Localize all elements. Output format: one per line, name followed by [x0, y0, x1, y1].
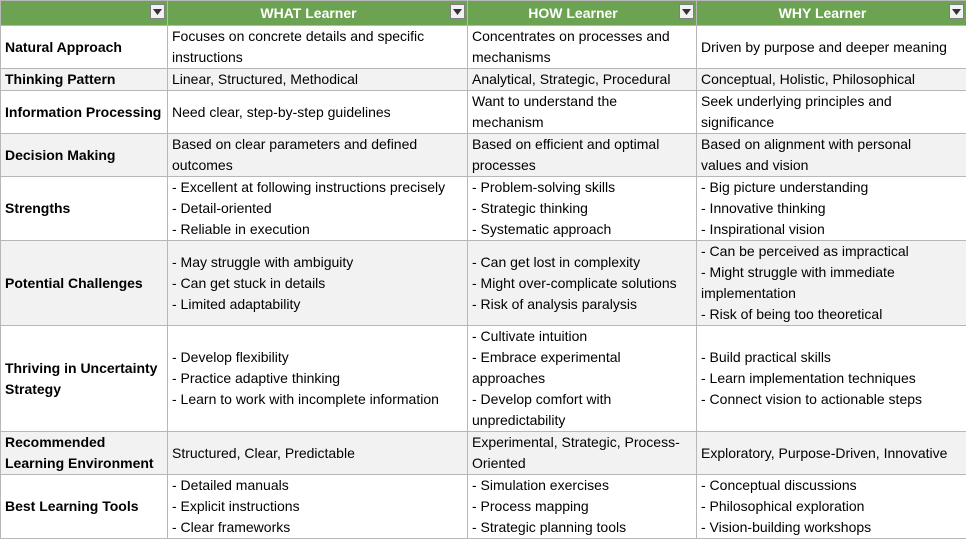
row-label: Potential Challenges — [5, 274, 143, 291]
how-cell[interactable] — [468, 432, 697, 475]
why-cell[interactable] — [697, 91, 966, 134]
table-row-recommended-environment — [1, 432, 966, 475]
cell-line: Focuses on concrete details and specific — [172, 28, 425, 44]
cell-line: Concentrates on processes and — [472, 28, 670, 44]
cell-line: - Clear frameworks — [172, 519, 291, 535]
row-label-cell[interactable] — [1, 26, 168, 69]
cell-line: Seek underlying principles and — [701, 93, 892, 109]
dropdown-arrow-icon — [682, 9, 691, 15]
cell-line: - Cultivate intuition — [472, 328, 588, 344]
cell-line: - Detail-oriented — [172, 200, 272, 216]
why-cell[interactable] — [697, 177, 966, 241]
filter-dropdown-button-how[interactable] — [679, 4, 694, 19]
dropdown-arrow-icon — [453, 9, 462, 15]
filter-dropdown-button-what[interactable] — [450, 4, 465, 19]
cell-line: - Innovative thinking — [701, 200, 826, 216]
row-label-cell[interactable] — [1, 326, 168, 432]
header-label-why: WHY Learner — [778, 4, 867, 21]
why-cell[interactable] — [697, 475, 966, 539]
cell-line: mechanisms — [472, 49, 551, 65]
cell-line: outcomes — [172, 157, 233, 173]
row-label: Learning Environment — [5, 455, 154, 471]
cell-line: - Detailed manuals — [172, 477, 289, 493]
how-cell[interactable] — [468, 134, 697, 177]
cell-line: unpredictability — [472, 412, 566, 428]
filter-dropdown-button-0[interactable] — [150, 4, 165, 19]
cell-line: - Strategic thinking — [472, 200, 588, 216]
cell-line: - Embrace experimental — [472, 349, 621, 365]
table-row-information-processing — [1, 91, 966, 134]
cell-line: - Can get stuck in details — [172, 274, 326, 291]
cell-line: Based on efficient and optimal — [472, 136, 660, 152]
cell-line: mechanism — [472, 114, 544, 130]
cell-line: - Reliable in execution — [172, 221, 310, 237]
cell-line: Analytical, Strategic, Procedural — [472, 71, 671, 87]
cell-line: - Connect vision to actionable steps — [701, 391, 923, 407]
why-cell[interactable] — [697, 134, 966, 177]
cell-line: - Strategic planning tools — [472, 519, 627, 535]
cell-line: Want to understand the — [472, 93, 618, 109]
row-label-cell[interactable] — [1, 134, 168, 177]
cell-line: - Risk of being too theoretical — [701, 306, 883, 322]
row-label-cell[interactable] — [1, 475, 168, 539]
cell-line: - Problem-solving skills — [472, 179, 616, 195]
cell-line: - Big picture understanding — [701, 179, 869, 195]
row-label: Strengths — [5, 200, 71, 216]
dropdown-arrow-icon — [952, 9, 961, 15]
how-cell[interactable] — [468, 241, 697, 326]
filter-dropdown-button-why[interactable] — [949, 4, 964, 19]
cell-line: - Process mapping — [472, 498, 589, 514]
why-cell[interactable] — [697, 69, 966, 91]
cell-line: approaches — [472, 370, 546, 386]
dropdown-arrow-icon — [153, 9, 162, 15]
cell-line: - Vision-building workshops — [701, 519, 872, 535]
header-cell-how — [468, 1, 697, 26]
header-cell-what — [168, 1, 468, 26]
what-cell[interactable] — [168, 91, 468, 134]
cell-line: - Learn to work with incomplete information — [172, 391, 439, 407]
cell-line: - Limited adaptability — [172, 295, 301, 312]
what-cell[interactable] — [168, 26, 468, 69]
how-cell[interactable] — [468, 475, 697, 539]
cell-line: Based on alignment with personal — [701, 136, 912, 152]
what-cell[interactable] — [168, 475, 468, 539]
cell-line: - Risk of analysis paralysis — [472, 295, 637, 312]
cell-line: - Develop flexibility — [172, 349, 289, 365]
cell-line: Structured, Clear, Predictable — [172, 444, 355, 461]
table-row-thriving-in-uncertainty — [1, 326, 966, 432]
cell-line: Linear, Structured, Methodical — [172, 71, 358, 87]
cell-line: - Build practical skills — [701, 349, 831, 365]
header-cell-why — [697, 1, 966, 26]
table-row-decision-making — [1, 134, 966, 177]
why-cell[interactable] — [697, 241, 966, 326]
how-cell[interactable] — [468, 69, 697, 91]
row-label-cell[interactable] — [1, 432, 168, 475]
cell-line: - Excellent at following instructions precisely — [172, 179, 446, 195]
cell-line: Oriented — [472, 455, 526, 471]
what-cell[interactable] — [168, 432, 468, 475]
why-cell[interactable] — [697, 432, 966, 475]
row-label: Strategy — [5, 380, 62, 397]
cell-line: - Inspirational vision — [701, 221, 825, 237]
row-label: Thinking Pattern — [5, 71, 116, 87]
cell-line: values and vision — [701, 157, 809, 173]
header-row — [1, 1, 966, 26]
table-row-thinking-pattern — [1, 69, 966, 91]
cell-line: processes — [472, 157, 536, 173]
why-cell[interactable] — [697, 26, 966, 69]
row-label: Natural Approach — [5, 38, 122, 55]
cell-line: - Systematic approach — [472, 221, 612, 237]
cell-line: significance — [701, 114, 775, 130]
row-label-cell[interactable] — [1, 241, 168, 326]
cell-line: - Can get lost in complexity — [472, 253, 641, 270]
cell-line: - Philosophical exploration — [701, 498, 865, 514]
what-cell[interactable] — [168, 326, 468, 432]
cell-line: Need clear, step-by-step guidelines — [172, 103, 391, 120]
cell-line: Experimental, Strategic, Process- — [472, 434, 680, 450]
how-cell[interactable] — [468, 26, 697, 69]
row-label: Decision Making — [5, 146, 116, 163]
row-label: Recommended — [5, 434, 106, 450]
cell-line: Exploratory, Purpose-Driven, Innovative — [701, 444, 948, 461]
cell-line: - Learn implementation techniques — [701, 370, 916, 386]
cell-line: implementation — [701, 285, 796, 301]
cell-line: - Might over-complicate solutions — [472, 274, 677, 291]
header-label-what: WHAT Learner — [260, 4, 357, 21]
table-row-natural-approach — [1, 26, 966, 69]
what-cell[interactable] — [168, 134, 468, 177]
row-label-cell[interactable] — [1, 91, 168, 134]
table-row-potential-challenges — [1, 241, 966, 326]
cell-line: - Can be perceived as impractical — [701, 243, 909, 259]
cell-line: - Explicit instructions — [172, 498, 300, 514]
what-cell[interactable] — [168, 241, 468, 326]
row-label: Thriving in Uncertainty — [5, 359, 158, 376]
cell-line: - Simulation exercises — [472, 477, 609, 493]
what-cell[interactable] — [168, 177, 468, 241]
row-label-cell[interactable] — [1, 177, 168, 241]
row-label-cell[interactable] — [1, 69, 168, 91]
row-label: Best Learning Tools — [5, 498, 139, 514]
cell-line: - Might struggle with immediate — [701, 264, 895, 280]
header-cell-0 — [1, 1, 168, 26]
cell-line: - Develop comfort with — [472, 391, 612, 407]
row-label: Information Processing — [5, 103, 162, 120]
cell-line: Conceptual, Holistic, Philosophical — [701, 71, 915, 87]
how-cell[interactable] — [468, 91, 697, 134]
cell-line: instructions — [172, 49, 243, 65]
table-row-strengths — [1, 177, 966, 241]
cell-line: - Conceptual discussions — [701, 477, 857, 493]
cell-line: Driven by purpose and deeper meaning — [701, 38, 947, 55]
cell-line: - Practice adaptive thinking — [172, 370, 341, 386]
cell-line: Based on clear parameters and defined — [172, 136, 418, 152]
cell-line: - May struggle with ambiguity — [172, 253, 354, 270]
table-row-best-learning-tools — [1, 475, 966, 539]
header-label-how: HOW Learner — [528, 4, 618, 21]
how-cell[interactable] — [468, 177, 697, 241]
how-cell[interactable] — [468, 326, 697, 432]
what-cell[interactable] — [168, 69, 468, 91]
why-cell[interactable] — [697, 326, 966, 432]
